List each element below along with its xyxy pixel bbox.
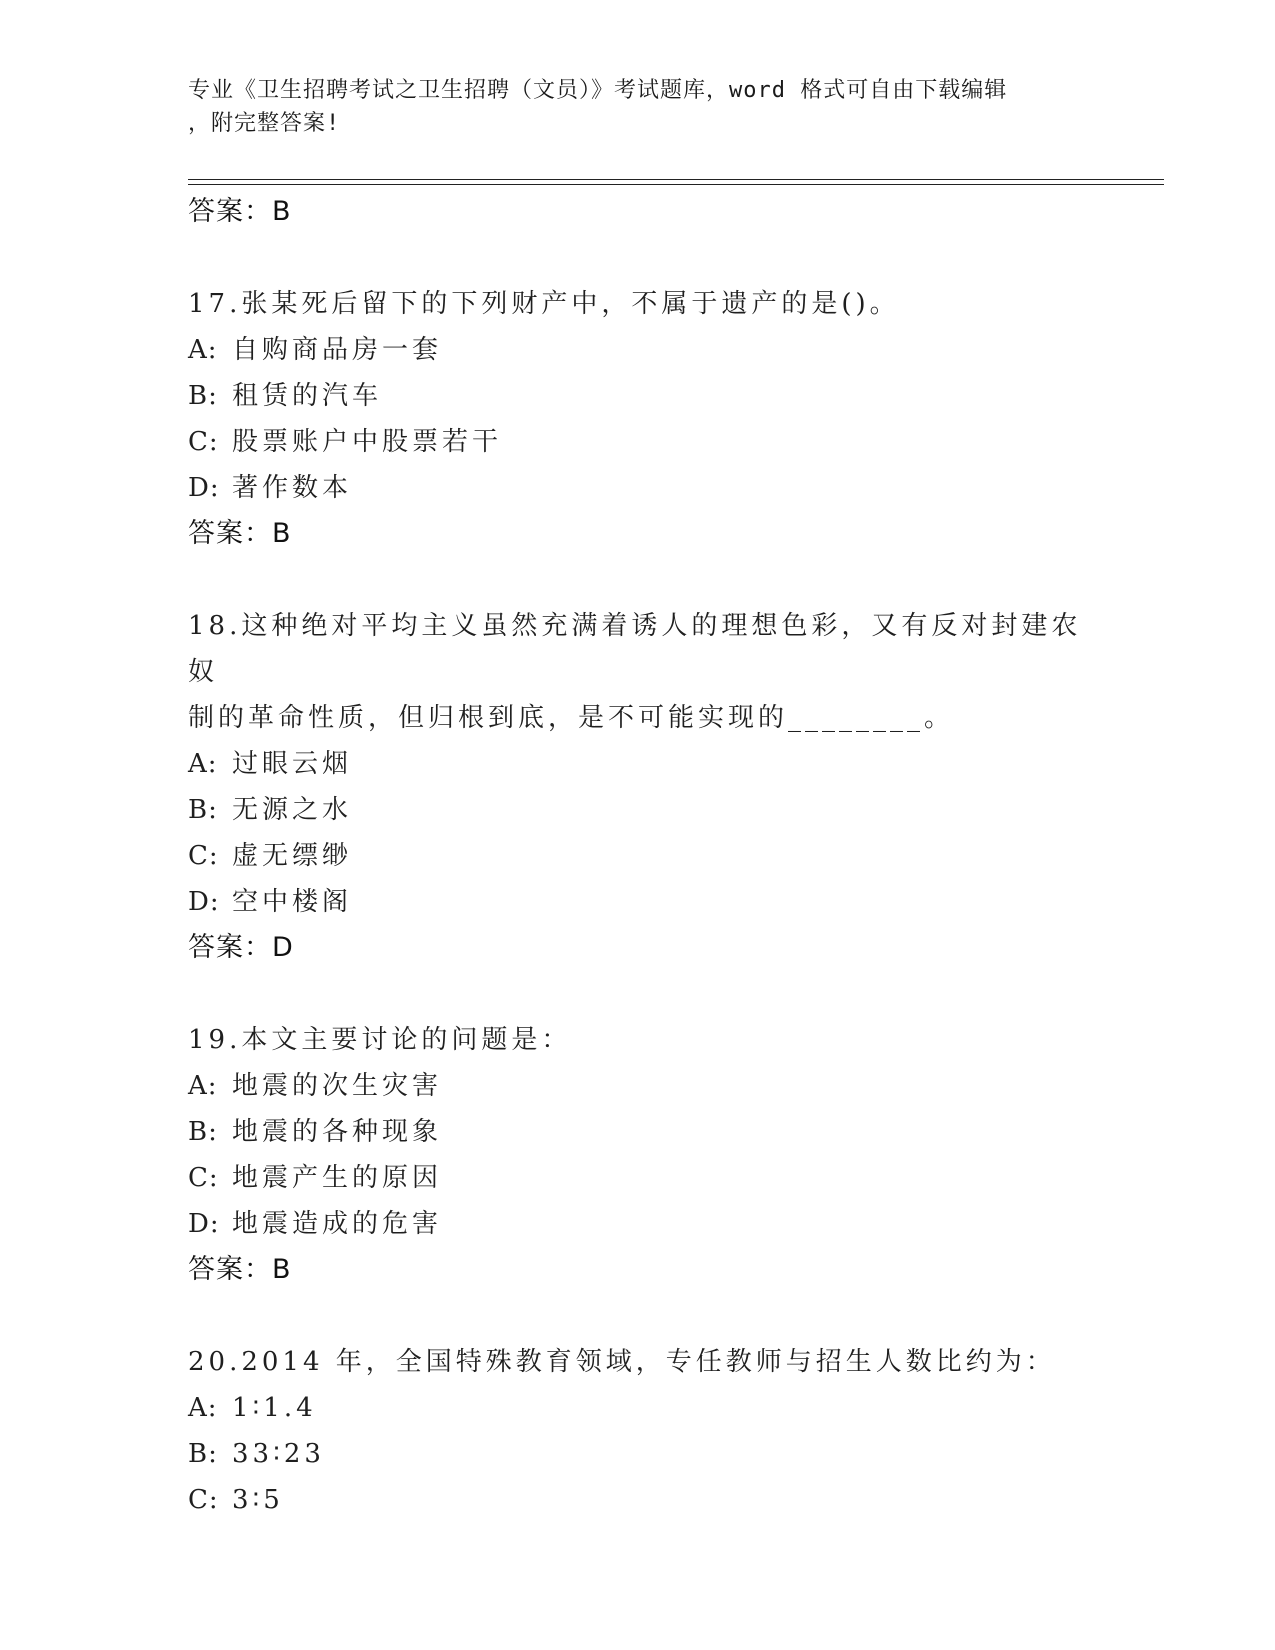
header-divider-bottom xyxy=(188,184,1164,185)
question-20 xyxy=(188,1339,1088,1523)
answer-line: 答案：B xyxy=(188,1254,292,1285)
option-c xyxy=(188,1155,1088,1201)
option-label: B: xyxy=(188,795,218,825)
header-line-1: 专业《卫生招聘考试之卫生招聘（文员）》考试题库，word 格式可自由下载编辑 xyxy=(188,78,1008,103)
question-text: 19.本文主要讨论的问题是： xyxy=(188,1025,572,1055)
option-label: B: xyxy=(188,1439,218,1469)
option-text: 地震产生的原因 xyxy=(232,1163,443,1193)
spacer xyxy=(188,235,1088,281)
question-17 xyxy=(188,281,1088,557)
option-c xyxy=(188,833,1088,879)
answer-line: 答案：B xyxy=(188,518,292,549)
option-text: 33∶23 xyxy=(232,1439,325,1469)
option-label: A: xyxy=(188,1393,218,1423)
answer-line: 答案：D xyxy=(188,932,294,963)
option-label: A: xyxy=(188,335,218,365)
option-label: C: xyxy=(188,427,219,457)
option-label: D: xyxy=(188,473,220,503)
option-label: B: xyxy=(188,1117,218,1147)
option-label: D: xyxy=(188,1209,220,1239)
answer-line: 答案：B xyxy=(188,196,292,227)
question-text-line-2: 制的革命性质，但归根到底，是不可能实现的________。 xyxy=(188,703,955,733)
question-18 xyxy=(188,603,1088,971)
option-label: C: xyxy=(188,1485,219,1515)
option-label: C: xyxy=(188,1163,219,1193)
question-list xyxy=(188,189,1088,1523)
option-d xyxy=(188,879,1088,925)
option-label: C: xyxy=(188,841,219,871)
question-text-line-1: 18.这种绝对平均主义虽然充满着诱人的理想色彩，又有反对封建农奴 xyxy=(188,611,1082,687)
option-b xyxy=(188,1431,1088,1477)
option-label: B: xyxy=(188,381,218,411)
question-text: 17.张某死后留下的下列财产中，不属于遗产的是()。 xyxy=(188,289,900,319)
option-b xyxy=(188,787,1088,833)
header-divider-top xyxy=(188,179,1164,180)
spacer xyxy=(188,1293,1088,1339)
option-label: A: xyxy=(188,1071,218,1101)
option-label: D: xyxy=(188,887,220,917)
spacer xyxy=(188,971,1088,1017)
option-a xyxy=(188,1063,1088,1109)
option-text: 股票账户中股票若干 xyxy=(232,427,503,457)
option-c xyxy=(188,1477,1088,1523)
option-text: 自购商品房一套 xyxy=(232,335,443,365)
option-text: 地震的各种现象 xyxy=(232,1117,443,1147)
question-19 xyxy=(188,1017,1088,1293)
option-label: A: xyxy=(188,749,218,779)
option-text: 虚无缥缈 xyxy=(232,841,353,871)
option-text: 无源之水 xyxy=(232,795,353,825)
option-text: 空中楼阁 xyxy=(232,887,353,917)
option-b xyxy=(188,373,1088,419)
option-text: 地震的次生灾害 xyxy=(232,1071,443,1101)
document-header xyxy=(188,74,1078,140)
option-a xyxy=(188,327,1088,373)
option-a xyxy=(188,741,1088,787)
option-a xyxy=(188,1385,1088,1431)
option-b xyxy=(188,1109,1088,1155)
option-text: 1∶1.4 xyxy=(232,1393,317,1423)
option-text: 3∶5 xyxy=(232,1485,284,1515)
option-d xyxy=(188,1201,1088,1247)
spacer xyxy=(188,557,1088,603)
option-d xyxy=(188,465,1088,511)
option-text: 租赁的汽车 xyxy=(232,381,383,411)
option-c xyxy=(188,419,1088,465)
option-text: 著作数本 xyxy=(232,473,353,503)
question-text: 20.2014 年，全国特殊教育领域，专任教师与招生人数比约为： xyxy=(188,1347,1056,1377)
option-text: 过眼云烟 xyxy=(232,749,353,779)
option-text: 地震造成的危害 xyxy=(232,1209,443,1239)
header-line-2: ，附完整答案! xyxy=(188,111,341,136)
